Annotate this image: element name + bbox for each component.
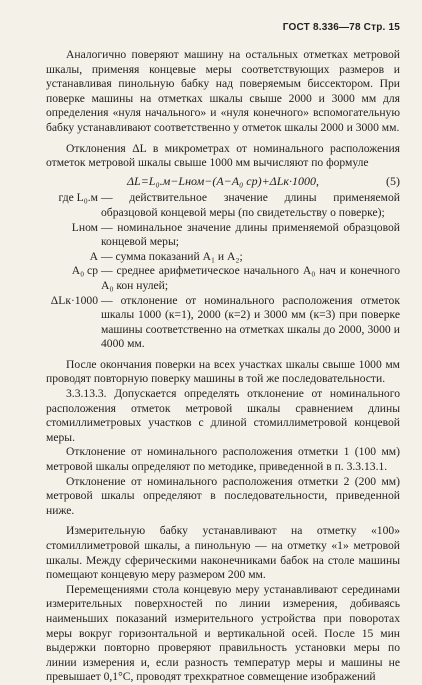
definition-row (46, 264, 400, 293)
document-body (46, 48, 400, 685)
paragraph-5: Отклонение от номинального расположения отметки 1 (100 мм) метровой шкалы определяют по методике, приведенной в п. 3.3.13.1. (46, 445, 400, 474)
paragraph-2: Отклонения ΔL в микрометрах от номинального расположения отметок метровой шкалы свыше 1000 мм вычисляют по формуле (46, 141, 400, 170)
paragraph-6: Отклонение от номинального расположения отметки 2 (200 мм) метровой шкалы определяют в последовательности, приведенной ниже. (46, 474, 400, 517)
definition-row (46, 221, 400, 250)
formula-text: ΔL=L₀.м−Lном−(A−A₀ ср)+ΔLк·1000, (126, 173, 320, 188)
definition-term: ΔLк·1000 (50, 293, 98, 307)
paragraph-7: Измерительную бабку устанавливают на отметку «100» стомиллиметровой шкалы, а пинольную — на отметку «1» метровой шкалы. Между сферическими наконечниками бабок на столе машины помещают концевую меру размером 200 мм. (46, 524, 400, 582)
definition-term: A₀ ср (71, 264, 98, 278)
definition-text: — номинальное значение длины применяемой образцовой концевой меры; (101, 220, 400, 249)
formula-number: (5) (386, 173, 400, 188)
page-header: ГОСТ 8.336—78 Стр. 15 (282, 22, 400, 33)
definition-row (46, 191, 400, 220)
definition-text: — среднее арифметическое начального A₀ нач и конечного A₀ кон нулей; (101, 264, 400, 292)
definition-term: где L₀.м (58, 191, 98, 205)
definition-row (46, 294, 400, 352)
paragraph-3: После окончания поверки на всех участках шкалы свыше 1000 мм проводят повторную поверку машины в той же последовательности. (46, 357, 400, 386)
definitions-list (46, 191, 400, 352)
paragraph-1: Аналогично поверяют машину на остальных отметках метровой шкалы, применяя концевые меры соответствующих размеров и устанавливая пинольную бабку над поверяемым биссектором. При поверке машины на отметках шкалы свыше 2000 и 3000 мм для определения «нуля начального» и «нуля конечного» вспомогательную бабку устанавливают соответственно у отметок шкалы 2000 и 3000 мм. (46, 48, 400, 134)
formula-5 (46, 174, 400, 189)
definition-row (46, 250, 400, 265)
definition-term: Lном (71, 220, 98, 234)
definition-text: — сумма показаний A₁ и A₂; (101, 249, 243, 263)
definition-term: A (89, 249, 98, 263)
paragraph-4: 3.3.13.3. Допускается определять отклонение от номинального расположения отметок метровой шкалы сравнением длины стомиллиметровых участков с длиной стомиллиметровой концевой меры. (46, 387, 400, 444)
paragraph-8: Перемещениями стола концевую меру устанавливают серединами измерительных поверхностей по линии измерения, добиваясь наименьших показаний измерительного устройства при поворотах меры вокруг горизонтальной и вертикальной осей. После 15 мин выдержки повторно проверяют правильность установки меры по линии измерения и, если разность температур меры и машины не превышает 0,1°С, проводят трехкратное совмещение изображений (46, 582, 400, 684)
definition-text: — отклонение от номинального расположения отметок шкалы 1000 (к=1), 2000 (к=2) и 3000 мм (к=3) при поверке машины соответственно на отметках шкалы до 2000, 3000 и 4000 мм. (101, 293, 400, 351)
definition-text: — действительное значение длины применяемой образцовой концевой меры (по свидетельству о поверке); (101, 191, 400, 219)
